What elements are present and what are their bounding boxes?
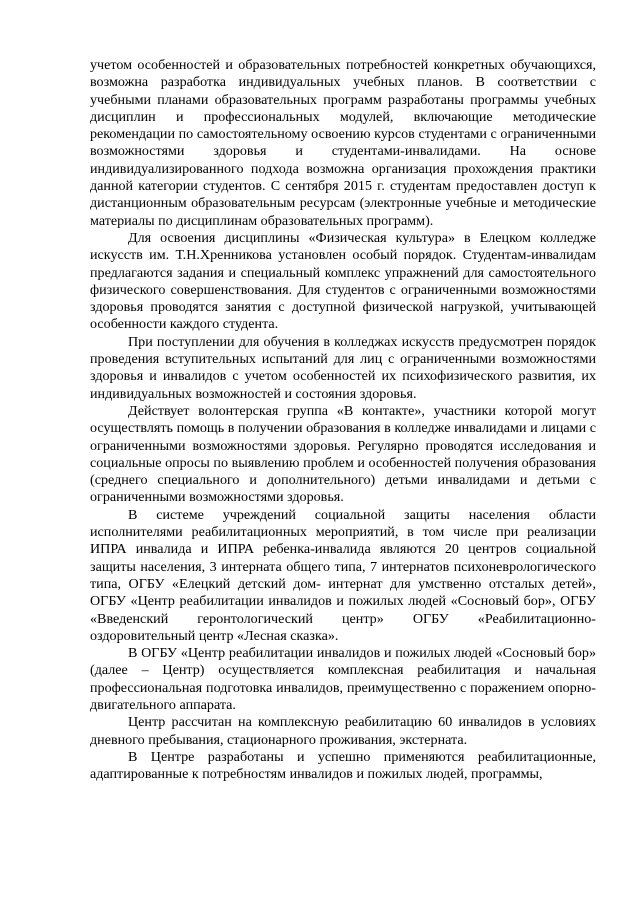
document-page [90,57,596,783]
paragraph-physical-culture: Для освоения дисциплины «Физическая культура» в Елецком колледже искусств им. Т.Н.Хренникова установлен особый порядок. Студентам-инвалидам предлагаются задания и специальный комплекс упражнений для самостоятельного физического совершенствования. Для студентов с ограниченными возможностями здоровья проводятся занятия с доступной физической нагрузкой, учитывающей особенности каждого студента. [90,229,596,333]
paragraph-individual-plans: учетом особенностей и образовательных потребностей конкретных обучающихся, возможна разработка индивидуальных учебных планов. В соответствии с учебными планами образовательных программ разработаны программы учебных дисциплин и профессиональных модулей, включающие методические рекомендации по самостоятельному освоению курсов студентами с ограниченными возможностями здоровья и студентами-инвалидами. На основе индивидуализированного подхода возможна организация прохождения практики данной категории студентов. С сентября 2015 г. студентам предоставлен доступ к дистанционным образовательным ресурсам (электронные учебные и методические материалы по дисциплинам образовательных программ). [90,57,596,229]
paragraph-programs: В Центре разработаны и успешно применяются реабилитационные, адаптированные к потребностям инвалидов и пожилых людей, программы, [90,748,596,783]
paragraph-sosnovy-bor: В ОГБУ «Центр реабилитации инвалидов и пожилых людей «Сосновый бор» (далее – Центр) осуществляется комплексная реабилитация и начальная профессиональная подготовка инвалидов, преимущественно с поражением опорно-двигательного аппарата. [90,645,596,713]
paragraph-center-capacity: Центр рассчитан на комплексную реабилитацию 60 инвалидов в условиях дневного пребывания, стационарного проживания, экстерната. [90,714,596,748]
paragraph-admission: При поступлении для обучения в колледжах искусств предусмотрен порядок проведения вступительных испытаний для лиц с ограниченными возможностями здоровья и инвалидов с учетом особенностей их психофизического развития, их индивидуальных возможностей и состояния здоровья. [90,333,596,402]
paragraph-volunteer-group: Действует волонтерская группа «В контакте», участники которой могут осуществлять помощь в получении образования в колледже инвалидами и лицами с ограниченными возможностями здоровья. Регулярно проводятся исследования и социальные опросы по выявлению проблем и особенностей получения образования (среднего специального и дополнительного) детьми инвалидами и детьми с ограниченными возможностями здоровья. [90,402,596,506]
paragraph-social-protection: В системе учреждений социальной защиты населения области исполнителями реабилитационных мероприятий, в том числе при реализации ИПРА инвалида и ИПРА ребенка-инвалида являются 20 центров социальной защиты населения, 3 интерната общего типа, 7 интернатов психоневрологического типа, ОГБУ «Елецкий детский дом- интернат для умственно отсталых детей», ОГБУ «Центр реабилитации инвалидов и пожилых людей «Сосновый бор», ОГБУ «Введенский геронтологический центр» ОГБУ «Реабилитационно-оздоровительный центр «Лесная сказка». [90,506,596,644]
